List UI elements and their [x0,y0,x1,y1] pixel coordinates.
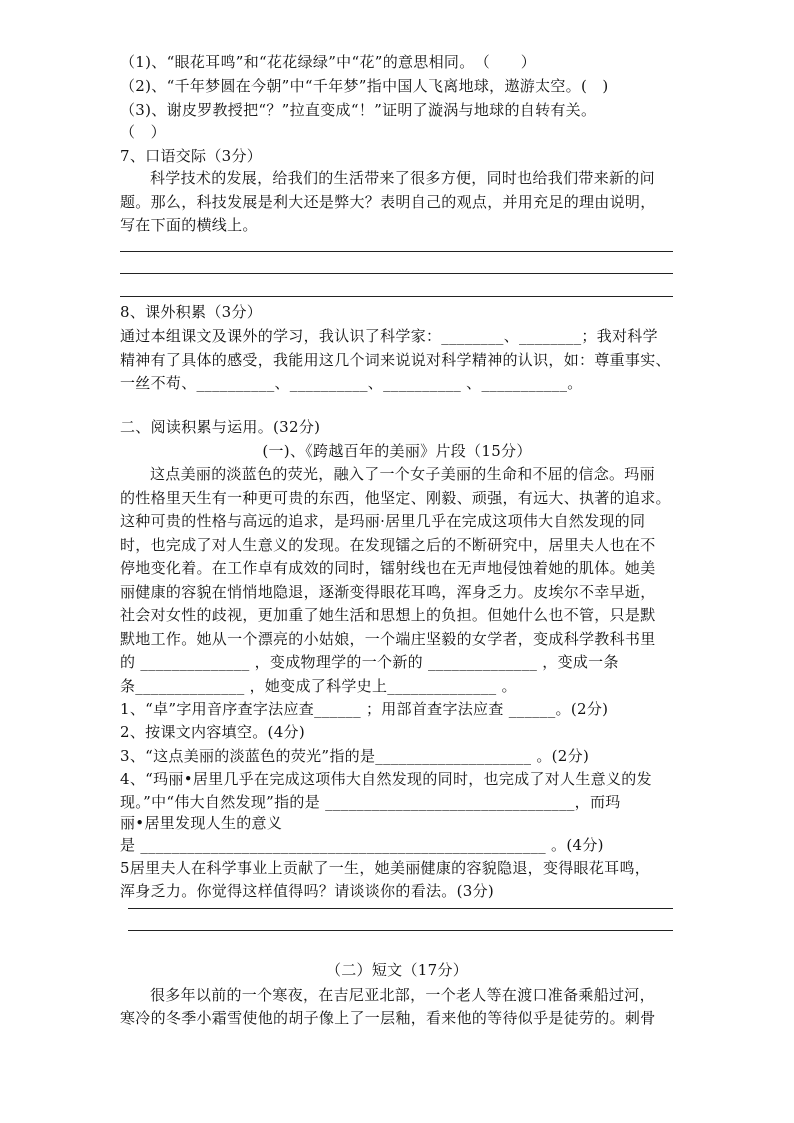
q7-text-line: 题。那么，科技发展是利大还是弊大？表明自己的观点，并用充足的理由说明， [120,193,656,211]
answer-line[interactable] [120,251,673,252]
reading-question-4: 4、“玛丽•居里几乎在完成这项伟大自然发现的同时，也完成了对人生意义的发 [120,770,652,788]
passage-line: 停地变化着。在工作卓有成效的同时，镭射线也在无声地侵蚀着她的肌体。她美 [120,559,656,577]
passage-line: 社会对女性的歧视，更加重了她生活和思想上的负担。但她什么也不管，只是默 [120,606,656,624]
reading-question-1: 1、“卓”字用音序查字法应查______ ；用部首查字法应查 ______。(2分) [120,700,609,718]
judge-item-3-bracket: （ ） [120,123,166,141]
passage-line: 默地工作。她从一个漂亮的小姑娘，一个端庄坚毅的女学者，变成科学教科书里 [120,630,656,648]
q7-text-line: 科学技术的发展，给我们的生活带来了很多方便，同时也给我们带来新的问 [150,169,655,187]
reading-question-4-line: 丽•居里发现人生的意义 [120,814,283,832]
judge-item-1: （1)、“眼花耳鸣”和“花花绿绿”中“花”的意思相同。 （ ） [120,53,537,71]
reading-question-5-line: 浑身乏力。你觉得这样值得吗？请谈谈你的看法。(3分) [120,882,495,900]
passage-line: 的 ______________ ，变成物理学的一个新的 ______________ ，变成一条 [120,653,619,671]
reading-question-4-line: 是 ____________________________________________________ 。(4分) [120,836,604,854]
story-line: 很多年以前的一个寒夜，在吉尼亚北部，一个老人等在渡口准备乘船过河， [150,986,655,1004]
q7-title: 7、口语交际（3分） [120,147,263,165]
answer-line[interactable] [120,296,673,297]
judge-item-3: （3)、谢皮罗教授把“？”拉直变成“！”证明了漩涡与地球的自转有关。 [120,101,597,119]
reading-question-2: 2、按课文内容填空。(4分) [120,723,305,741]
part2-title: 二、阅读积累与运用。(32分) [120,418,321,436]
answer-line[interactable] [128,908,673,909]
reading-question-3: 3、“这点美丽的淡蓝色的荧光”指的是____________________ 。(2分) [120,747,590,765]
q7-text-line: 写在下面的横线上。 [120,216,258,234]
story-line: 寒冷的冬季小霜雪使他的胡子像上了一层釉，看来他的等待似乎是徒劳的。刺骨 [120,1009,656,1027]
passage-line: 丽健康的容貌在悄悄地隐退，逐渐变得眼花耳鸣，浑身乏力。皮埃尔不幸早逝， [120,583,656,601]
q8-title: 8、课外积累（3分） [120,303,263,321]
reading-question-5: 5居里夫人在科学事业上贡献了一生，她美丽健康的容貌隐退，变得眼花耳鸣， [120,859,651,877]
passage-line: 条______________ ，她变成了科学史上______________ 。 [120,677,517,695]
passage-line: 的性格里天生有一种更可贵的东西，他坚定、刚毅、顽强，有远大、执著的追求。 [120,489,671,507]
answer-line[interactable] [120,273,673,274]
q8-text-line: 一丝不苟、__________、__________、__________ 、___________。 [120,374,583,392]
part2-sub-title: (一)、《跨越百年的美丽》片段（15分） [262,442,532,460]
passage-line: 这种可贵的性格与高远的追求，是玛丽·居里几乎在完成这项伟大自然发现的同 [120,512,646,530]
passage-line: 时，也完成了对人生意义的发现。在发现镭之后的不断研究中，居里夫人也在不 [120,536,656,554]
answer-line[interactable] [128,930,673,931]
q8-text-line: 精神有了具体的感受，我能用这几个词来说说对科学精神的认识，如：尊重事实、 [120,351,671,369]
part3-title: （二）短文（17分） [325,961,469,979]
passage-line: 这点美丽的淡蓝色的荧光，融入了一个女子美丽的生命和不屈的信念。玛丽 [150,465,655,483]
q8-text-line: 通过本组课文及课外的学习，我认识了科学家：________、________；我对科学 [120,327,658,345]
judge-item-2: （2)、“千年梦圆在今朝”中“千年梦”指中国人飞离地球，遨游太空。( ) [120,77,609,95]
reading-question-4-line: 现。”中“伟大自然发现”指的是 ________________________________，而玛 [120,793,621,811]
